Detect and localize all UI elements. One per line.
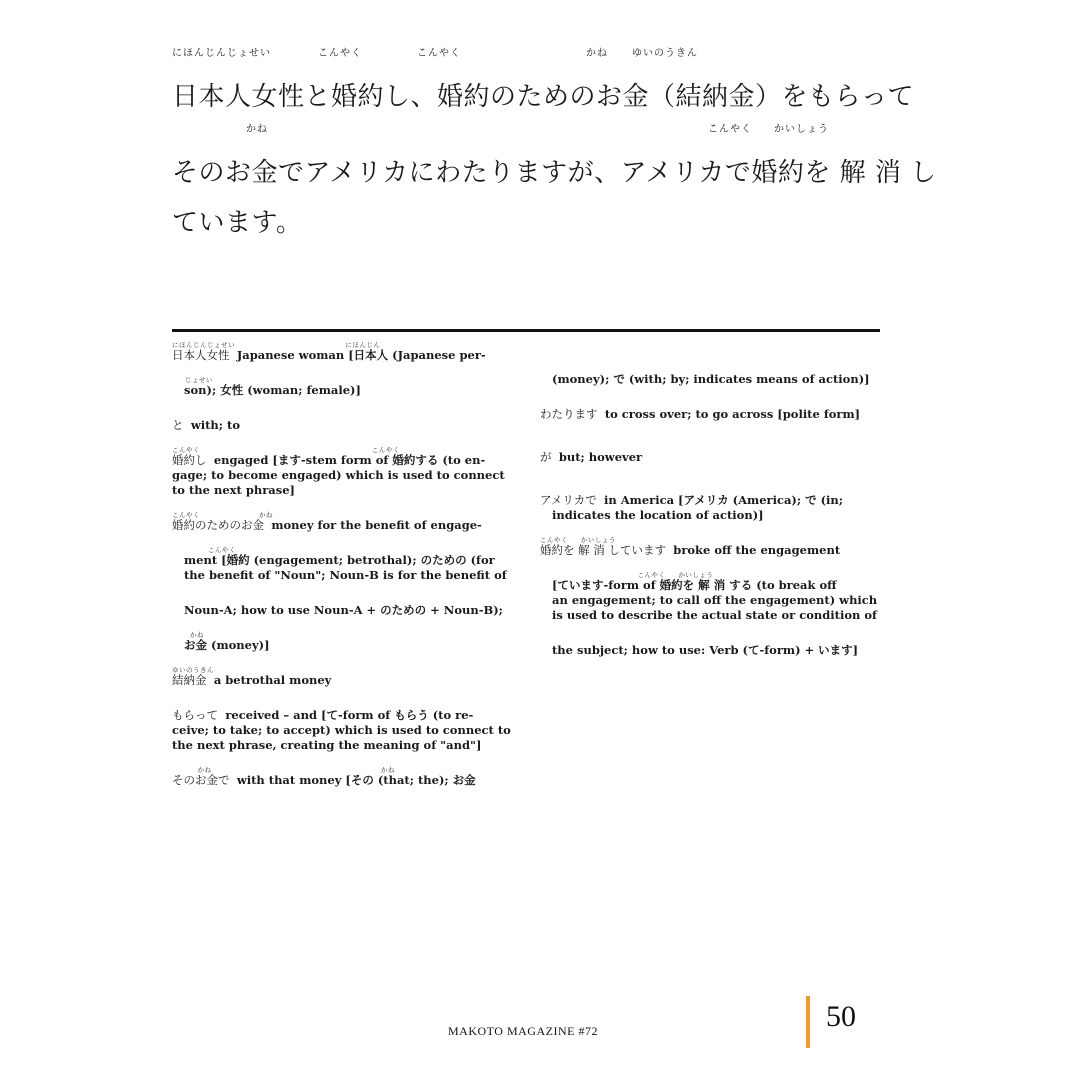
entry-definition: [ています-form of 婚約を 解 消 する (to break off <box>552 578 837 592</box>
entry-line <box>540 493 880 508</box>
entry-line <box>172 773 522 788</box>
furigana: かいしょう <box>774 124 829 135</box>
main-line-2: そのお金でアメリカにわたりますが、アメリカで婚約を 解 消 し <box>172 158 937 188</box>
entry-line <box>540 372 880 387</box>
vocab-entry <box>172 698 522 763</box>
entry-furigana: ゆいのうきん <box>172 666 214 674</box>
magazine-title: MAKOTO MAGAZINE #72 <box>448 1024 598 1038</box>
entry-line <box>172 673 522 688</box>
vocab-entry <box>172 408 522 443</box>
entry-line <box>172 518 522 533</box>
entry-term: 結納金 <box>172 673 207 687</box>
entry-line <box>540 578 880 593</box>
entry-line <box>172 553 522 568</box>
entry-line <box>540 508 880 523</box>
entry-definition: engaged [ます-stem form of 婚約する (to en- <box>213 453 486 467</box>
entry-line <box>172 638 522 653</box>
entry-furigana: こんやく こんやく <box>172 446 400 454</box>
entry-furigana <box>540 440 880 450</box>
page-number: 50 <box>826 1000 856 1033</box>
vocab-entry <box>540 483 880 533</box>
entry-line <box>172 738 522 753</box>
vocab-entry <box>172 593 522 628</box>
entry-term: 日本人女性 <box>172 348 230 362</box>
entry-definition: ment [婚約 (engagement; betrothal); のための (for <box>184 553 495 567</box>
entry-term: もらって <box>172 708 218 722</box>
vocab-entry <box>540 568 880 633</box>
entry-definition: but; however <box>558 450 643 464</box>
entry-term: と <box>172 418 184 432</box>
entry-term: が <box>540 450 552 464</box>
furigana: こんやく <box>708 124 752 135</box>
entry-line <box>540 407 880 422</box>
entry-line <box>172 383 522 398</box>
entry-term: 婚約のためのお金 <box>172 518 264 532</box>
entry-furigana: じょせい <box>172 376 213 384</box>
entry-line <box>172 483 522 498</box>
furigana: かね <box>586 48 608 59</box>
entry-line <box>172 723 522 738</box>
entry-furigana: にほんじんじょせい にほんじん <box>172 341 381 349</box>
vocab-entry <box>540 440 880 483</box>
entry-line <box>172 708 522 723</box>
entry-definition: broke off the engagement <box>673 543 841 557</box>
main-line-1: 日本人女性と婚約し、婚約のためのお金（結納金）をもらって <box>172 82 915 112</box>
vocab-entry <box>540 533 880 568</box>
vocab-entry <box>540 397 880 440</box>
entry-term: そのお金で <box>172 773 230 787</box>
entry-definition: son); 女性 (woman; female)] <box>184 383 361 397</box>
vocab-column-left <box>172 338 522 798</box>
entry-definition: money for the benefit of engage- <box>271 518 482 532</box>
footer-accent-bar <box>806 996 810 1048</box>
entry-line <box>172 568 522 583</box>
entry-definition: a betrothal money <box>213 673 332 687</box>
vocab-entry <box>540 633 880 668</box>
furigana: こんやく <box>318 48 362 59</box>
entry-definition: the benefit of "Noun"; Noun-B is for the benefit of <box>184 568 507 582</box>
vocab-entry <box>172 373 522 408</box>
entry-definition: gage; to become engaged) which is used to connect <box>172 468 505 482</box>
entry-definition: received – and [て-form of もらう (to re- <box>225 708 474 722</box>
entry-definition: is used to describe the actual state or condition of <box>552 608 877 622</box>
entry-line <box>540 643 880 658</box>
entry-definition: with that money [その (that; the); お金 <box>236 773 476 787</box>
entry-line <box>172 418 522 433</box>
vocab-entry <box>172 628 522 663</box>
entry-line <box>172 603 522 618</box>
entry-furigana <box>540 362 880 372</box>
entry-definition: the subject; how to use: Verb (て-form) + います] <box>552 643 859 657</box>
entry-line <box>172 453 522 468</box>
entry-definition: ceive; to take; to accept) which is used to connect to <box>172 723 511 737</box>
entry-line <box>540 593 880 608</box>
furigana: にほんじんじょせい <box>172 48 271 59</box>
entry-definition: with; to <box>190 418 240 432</box>
entry-furigana <box>172 408 522 418</box>
entry-line <box>540 450 880 465</box>
section-divider <box>172 329 880 332</box>
entry-definition: to cross over; to go across [polite form] <box>604 407 861 421</box>
vocab-entry <box>172 338 522 373</box>
entry-furigana: かね かね <box>172 766 396 774</box>
vocab-entry <box>172 508 522 543</box>
vocab-entry <box>172 663 522 698</box>
vocab-entry <box>172 543 522 593</box>
entry-furigana: かね <box>172 631 204 639</box>
entry-definition: to the next phrase] <box>172 483 295 497</box>
entry-line <box>540 608 880 623</box>
entry-furigana <box>540 397 880 407</box>
entry-definition: Noun-A; how to use Noun-A + のための + Noun-B); <box>184 603 503 617</box>
entry-term: 婚約し <box>172 453 207 467</box>
vocab-entry <box>172 763 522 798</box>
entry-definition: in America [アメリカ (America); で (in; <box>604 493 844 507</box>
entry-furigana: こんやく <box>172 546 236 554</box>
entry-definition: indicates the location of action)] <box>552 508 764 522</box>
entry-furigana <box>172 698 522 708</box>
entry-line <box>540 543 880 558</box>
vocab-column-right <box>540 362 880 668</box>
furigana: こんやく <box>417 48 461 59</box>
furigana: ゆいのうきん <box>632 48 698 59</box>
entry-term: わたります <box>540 407 598 421</box>
vocab-entry <box>172 443 522 508</box>
entry-definition: an engagement; to call off the engagement) which <box>552 593 878 607</box>
entry-line <box>172 468 522 483</box>
entry-definition: お金 (money)] <box>184 638 270 652</box>
entry-furigana: こんやく かね <box>172 511 274 519</box>
furigana: かね <box>246 124 268 135</box>
entry-furigana: こんやく かいしょう <box>540 571 714 579</box>
entry-term: アメリカで <box>540 493 597 507</box>
entry-furigana <box>540 483 880 493</box>
entry-definition: the next phrase, creating the meaning of "and"] <box>172 738 482 752</box>
entry-furigana: こんやく かいしょう <box>540 536 616 544</box>
entry-definition: Japanese woman [日本人 (Japanese per- <box>236 348 486 362</box>
vocab-entry <box>540 362 880 397</box>
entry-term: 婚約を 解 消 しています <box>540 543 666 557</box>
entry-furigana <box>172 593 522 603</box>
main-line-3: ています。 <box>172 208 303 238</box>
entry-definition: (money); で (with; by; indicates means of action)] <box>552 372 870 386</box>
entry-furigana <box>540 633 880 643</box>
entry-line <box>172 348 522 363</box>
